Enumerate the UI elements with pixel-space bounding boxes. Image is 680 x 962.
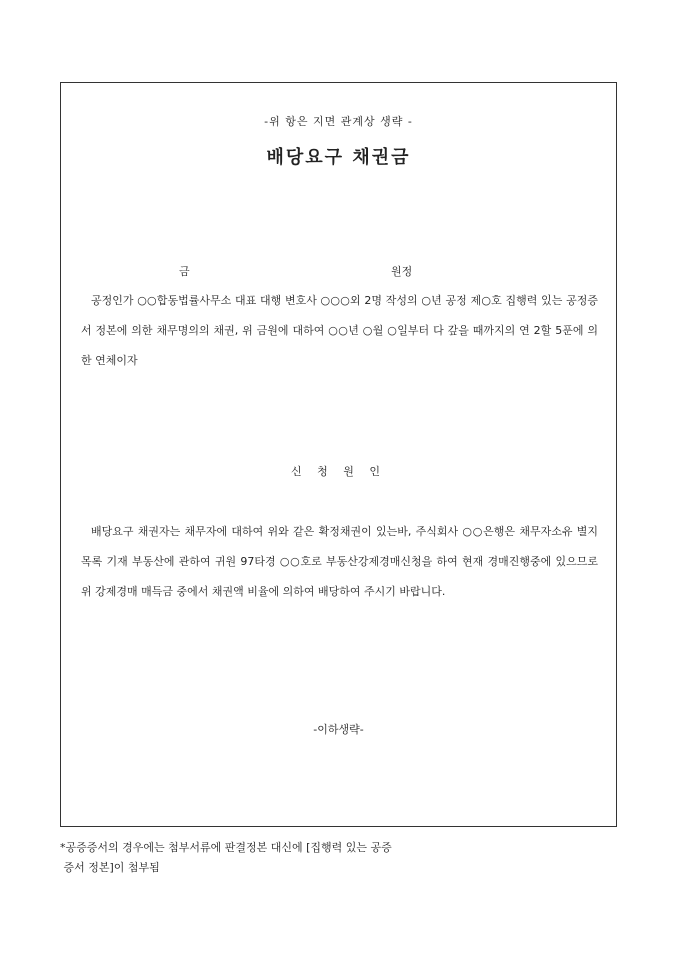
document-title: 배당요구 채권금 <box>266 147 411 168</box>
claim-paragraph: 공정인가 ○○합동법률사무소 대표 대행 변호사 ○○○외 2명 작성의 ○년 공정 제○호 집행력 있는 공정증서 정본에 의한 채무명의의 채권, 위 금원에 대하여 ○○년 ○월 ○일부터 다 갚을 때까지의 연 2할 5푼에 의한 연체이자 <box>81 294 598 367</box>
document-frame <box>60 82 617 827</box>
amount-unit: 원정 <box>391 265 413 278</box>
footnote-line-1: *공증증서의 경우에는 첨부서류에 판결정본 대신에 [집행력 있는 공증 <box>60 841 392 854</box>
reason-paragraph: 배당요구 채권자는 채무자에 대하여 위와 같은 확정채권이 있는바, 주식회사 ○○은행은 채무자소유 별지목록 기재 부동산에 관하여 귀원 97타경 ○○호로 부동산강제경매신청을 하여 현재 경매진행중에 있으므로 위 강제경매 매득금 중에서 채권액 비율에 의하여 배당하여 주시기 바랍니다. <box>81 525 598 598</box>
section-heading: 신 청 원 인 <box>291 465 386 478</box>
ending-note: -이하생략- <box>313 723 364 736</box>
footnote-line-2: 증서 정본]이 첨부됨 <box>60 861 160 874</box>
amount-row <box>61 263 616 279</box>
omission-note: -위 항은 지면 관계상 생략 - <box>264 115 413 128</box>
footnote <box>60 838 480 878</box>
amount-label: 금 <box>179 265 190 278</box>
